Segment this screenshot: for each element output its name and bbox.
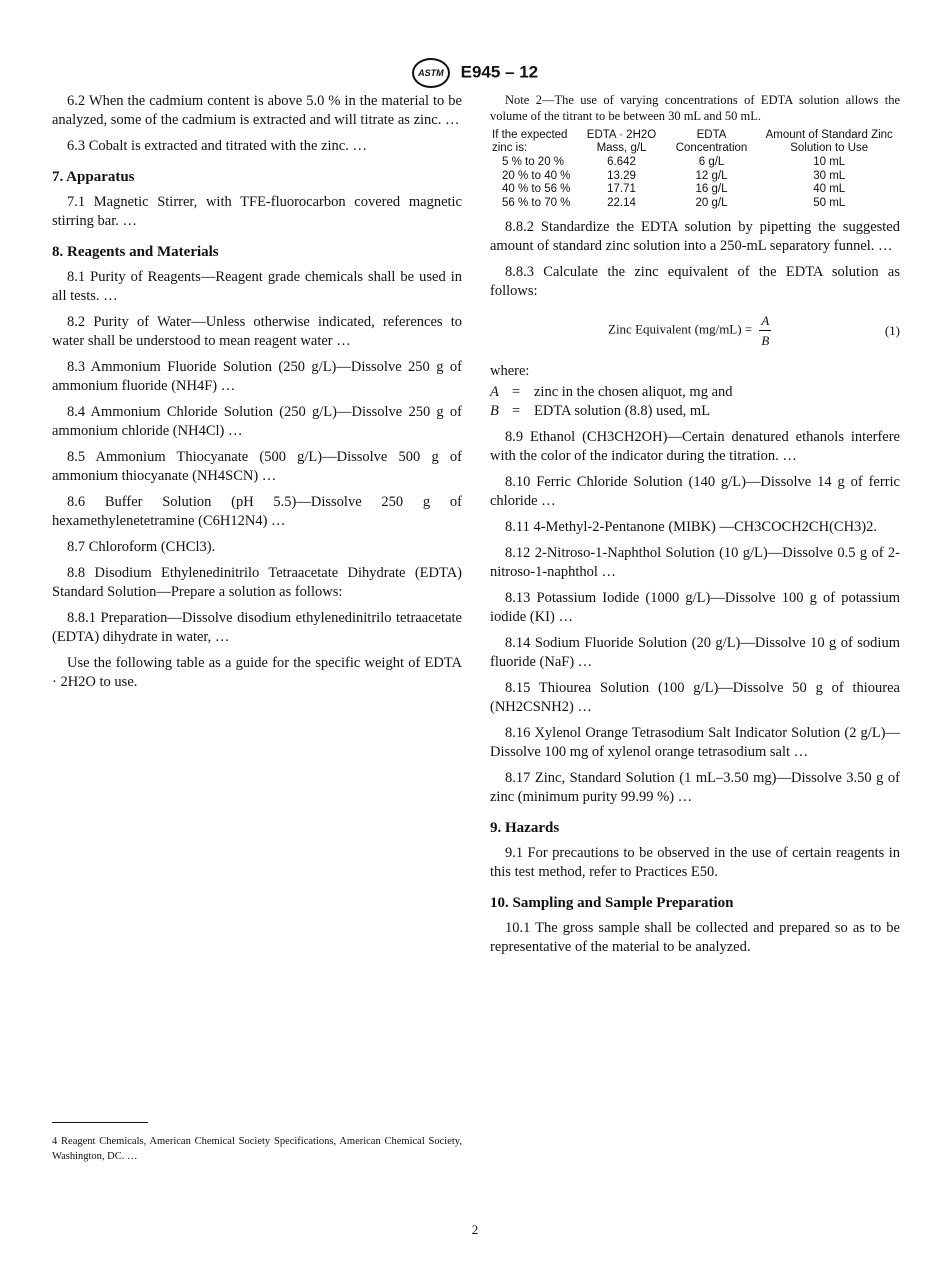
para-8-14: 8.14 Sodium Fluoride Solution (20 g/L)—Dissolve 10 g of sodium fluoride (NaF) … — [490, 635, 900, 670]
definition-symbol: A — [490, 384, 499, 400]
edta-guide-table — [490, 128, 900, 210]
para-8-10: 8.10 Ferric Chloride Solution (140 g/L)—Dissolve 14 g of ferric chloride … — [490, 474, 900, 509]
table-cell: 56 % to 70 % — [502, 196, 571, 209]
definition-text: EDTA solution (8.8) used, mL — [534, 403, 711, 419]
table-header-cell: If the expected zinc is: — [492, 129, 568, 154]
para-8-8-2: 8.8.2 Standardize the EDTA solution by pipetting the suggested amount of standard zinc solution into a 250-mL separatory funnel. … — [490, 219, 900, 254]
para-8-4: 8.4 Ammonium Chloride Solution (250 g/L)—Dissolve 250 g of ammonium chloride (NH4Cl) … — [52, 404, 462, 439]
equation-number: (1) — [884, 323, 900, 338]
table-cell: 40 % to 56 % — [502, 183, 571, 195]
table-header-row — [490, 128, 900, 156]
para-8-15: 8.15 Thiourea Solution (100 g/L)—Dissolve 50 g of thiourea (NH2CSNH2) … — [490, 680, 900, 715]
astm-logo-icon: ASTM — [412, 58, 450, 88]
para-6-3: 6.3 Cobalt is extracted and titrated with the zinc. … — [67, 138, 367, 154]
page-number: 2 — [471, 1222, 479, 1237]
table-row — [490, 156, 900, 170]
right-column — [490, 92, 900, 964]
para-8-3: 8.3 Ammonium Fluoride Solution (250 g/L)—Dissolve 250 g of ammonium fluoride (NH4F) … — [52, 359, 462, 394]
table-header-cell: EDTA · 2H2O Mass, g/L — [586, 129, 657, 154]
table-cell: 22.14 — [607, 196, 636, 209]
table-cell: 5 % to 20 % — [502, 156, 565, 168]
table-cell: 50 mL — [813, 196, 846, 209]
para-8-5: 8.5 Ammonium Thiocyanate (500 g/L)—Dissolve 500 g of ammonium thiocyanate (NH4SCN) … — [52, 449, 462, 484]
definition-equals: = — [512, 384, 521, 400]
para-table-intro: Use the following table as a guide for the specific weight of EDTA · 2H2O to use. — [52, 655, 462, 690]
para-8-2: 8.2 Purity of Water—Unless otherwise indicated, references to water shall be understood to mean reagent water … — [52, 314, 462, 349]
table-row — [490, 183, 900, 197]
para-8-7: 8.7 Chloroform (CHCl3). — [67, 539, 216, 555]
table-header-cell: EDTA Concentration — [675, 129, 748, 154]
section-10-heading: 10. Sampling and Sample Preparation — [490, 895, 734, 911]
para-10-1: 10.1 The gross sample shall be collected and prepared so as to be representative of the material to be analyzed. — [490, 920, 900, 955]
table-cell: 30 mL — [813, 169, 846, 182]
para-8-13: 8.13 Potassium Iodide (1000 g/L)—Dissolve 100 g of potassium iodide (KI) … — [490, 590, 900, 625]
table-cell: 40 mL — [813, 183, 846, 195]
table-cell: 6.642 — [607, 156, 636, 168]
table-cell: 13.29 — [607, 169, 636, 182]
section-9-heading: 9. Hazards — [490, 820, 560, 836]
table-cell: 20 % to 40 % — [502, 169, 571, 182]
para-8-9: 8.9 Ethanol (CH3CH2OH)—Certain denatured ethanols interfere with the color of the indicator during the titration. … — [490, 429, 900, 464]
definition-equals: = — [512, 403, 521, 419]
section-8-heading: 8. Reagents and Materials — [52, 244, 219, 260]
para-6-2: 6.2 When the cadmium content is above 5.0 % in the material to be analyzed, some of the cadmium is extracted and will titrate as zinc. … — [52, 93, 462, 128]
para-8-16: 8.16 Xylenol Orange Tetrasodium Salt Indicator Solution (2 g/L)—Dissolve 100 mg of xylenol orange tetrasodium salt … — [490, 725, 900, 760]
para-9-1: 9.1 For precautions to be observed in the use of certain reagents in this test method, refer to Practices E50. — [490, 845, 900, 880]
para-8-17: 8.17 Zinc, Standard Solution (1 mL–3.50 mg)—Dissolve 3.50 g of zinc (minimum purity 99.99 %) … — [490, 770, 900, 805]
table-cell: 20 g/L — [695, 196, 728, 209]
para-8-8-3: 8.8.3 Calculate the zinc equivalent of the EDTA solution as follows: — [490, 264, 900, 299]
designation: E945 – 12 — [460, 62, 539, 82]
table-cell: 6 g/L — [698, 156, 725, 168]
table-row — [490, 170, 900, 184]
footnote-4: 4 Reagent Chemicals, American Chemical Society Specifications, American Chemical Society, Washington, DC. … — [52, 1136, 462, 1162]
section-7-heading: 7. Apparatus — [52, 169, 135, 185]
equation-lhs: Zinc Equivalent (mg/mL) = — [608, 321, 753, 337]
table-header-cell: Amount of Standard Zinc Solution to Use — [765, 129, 893, 154]
page-header — [0, 58, 950, 88]
para-8-1: 8.1 Purity of Reagents—Reagent grade chemicals shall be used in all tests. … — [52, 269, 462, 304]
table-cell: 17.71 — [607, 183, 636, 195]
para-8-6: 8.6 Buffer Solution (pH 5.5)—Dissolve 250 g of hexamethylenetetramine (C6H12N4) … — [52, 494, 462, 529]
table-row — [490, 197, 900, 211]
equation-1 — [490, 311, 900, 350]
definition-row — [490, 383, 900, 402]
table-cell: 10 mL — [813, 156, 846, 168]
left-column — [52, 92, 462, 699]
equation-denominator: B — [761, 333, 770, 348]
para-7-1: 7.1 Magnetic Stirrer, with TFE-fluorocarbon covered magnetic stirring bar. … — [52, 194, 462, 229]
equation-numerator: A — [759, 311, 771, 331]
para-8-8: 8.8 Disodium Ethylenedinitrilo Tetraacetate Dihydrate (EDTA) Standard Solution—Prepare a solution as follows: — [52, 565, 462, 600]
definition-symbol: B — [490, 403, 499, 419]
note-2: Note 2—The use of varying concentrations of EDTA solution allows the volume of the titrant to be between 30 mL and 50 mL. — [490, 93, 900, 123]
definition-row — [490, 402, 900, 421]
para-8-12: 8.12 2-Nitroso-1-Naphthol Solution (10 g/L)—Dissolve 0.5 g of 2-nitroso-1-naphthol … — [490, 545, 900, 580]
equation-formula — [608, 311, 771, 350]
table-cell: 12 g/L — [695, 169, 728, 182]
table-cell: 16 g/L — [695, 183, 728, 195]
para-8-11: 8.11 4-Methyl-2-Pentanone (MIBK) —CH3COCH2CH(CH3)2. — [505, 519, 878, 535]
para-8-8-1: 8.8.1 Preparation—Dissolve disodium ethylenedinitrilo tetraacetate (EDTA) dihydrate in water, … — [52, 610, 462, 645]
footnote-rule — [52, 1122, 148, 1123]
where-label: where: — [490, 363, 530, 379]
definition-text: zinc in the chosen aliquot, mg and — [534, 384, 733, 400]
